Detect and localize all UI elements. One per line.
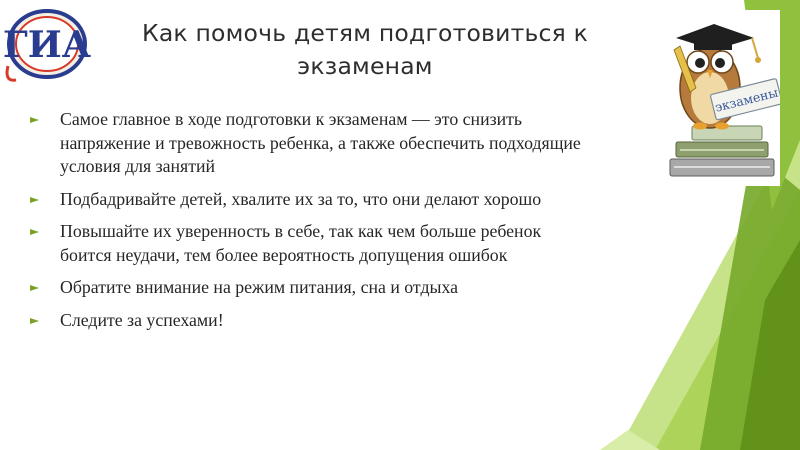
bullet-item (30, 188, 585, 212)
logo-swoosh (7, 66, 16, 80)
logo-text: ГИА (2, 24, 92, 66)
owl-exam-illustration (662, 10, 780, 186)
bullet-text: Обратите внимание на режим питания, сна и отдыха (60, 277, 459, 297)
arrow-bullet-icon (30, 229, 39, 235)
title-line-1: Как помочь детям подготовиться к (141, 19, 589, 47)
arrow-bullet-icon (30, 285, 39, 291)
bullet-item (30, 108, 585, 179)
bullet-text: Следите за успехами! (60, 309, 224, 330)
bullet-text: Подбадривайте детей, хвалите их за то, что они делают хорошо (60, 188, 542, 209)
page-title (100, 17, 630, 83)
owl-with-books-image (662, 10, 780, 186)
bullet-text: Самое главное в ходе подготовки к экзаменам — это снизить напряжение и тревожность ребенка, а также обеспечить подходящие условия для занятий (60, 109, 581, 176)
arrow-bullet-icon (30, 197, 39, 203)
bullet-item (30, 220, 585, 267)
title-line-2: экзаменам (297, 52, 433, 80)
gia-logo-emblem (2, 4, 94, 86)
bullet-list (30, 108, 585, 341)
gia-logo (2, 4, 94, 86)
arrow-bullet-icon (30, 318, 39, 324)
arrow-bullet-icon (30, 117, 39, 123)
bullet-item (30, 276, 585, 300)
bullet-text: Повышайте их уверенность в себе, так как чем больше ребенок боится неудачи, тем более вероятность допущения ошибок (60, 221, 542, 265)
bullet-item (30, 309, 585, 333)
exam-sign-text: экзамены (713, 84, 780, 115)
